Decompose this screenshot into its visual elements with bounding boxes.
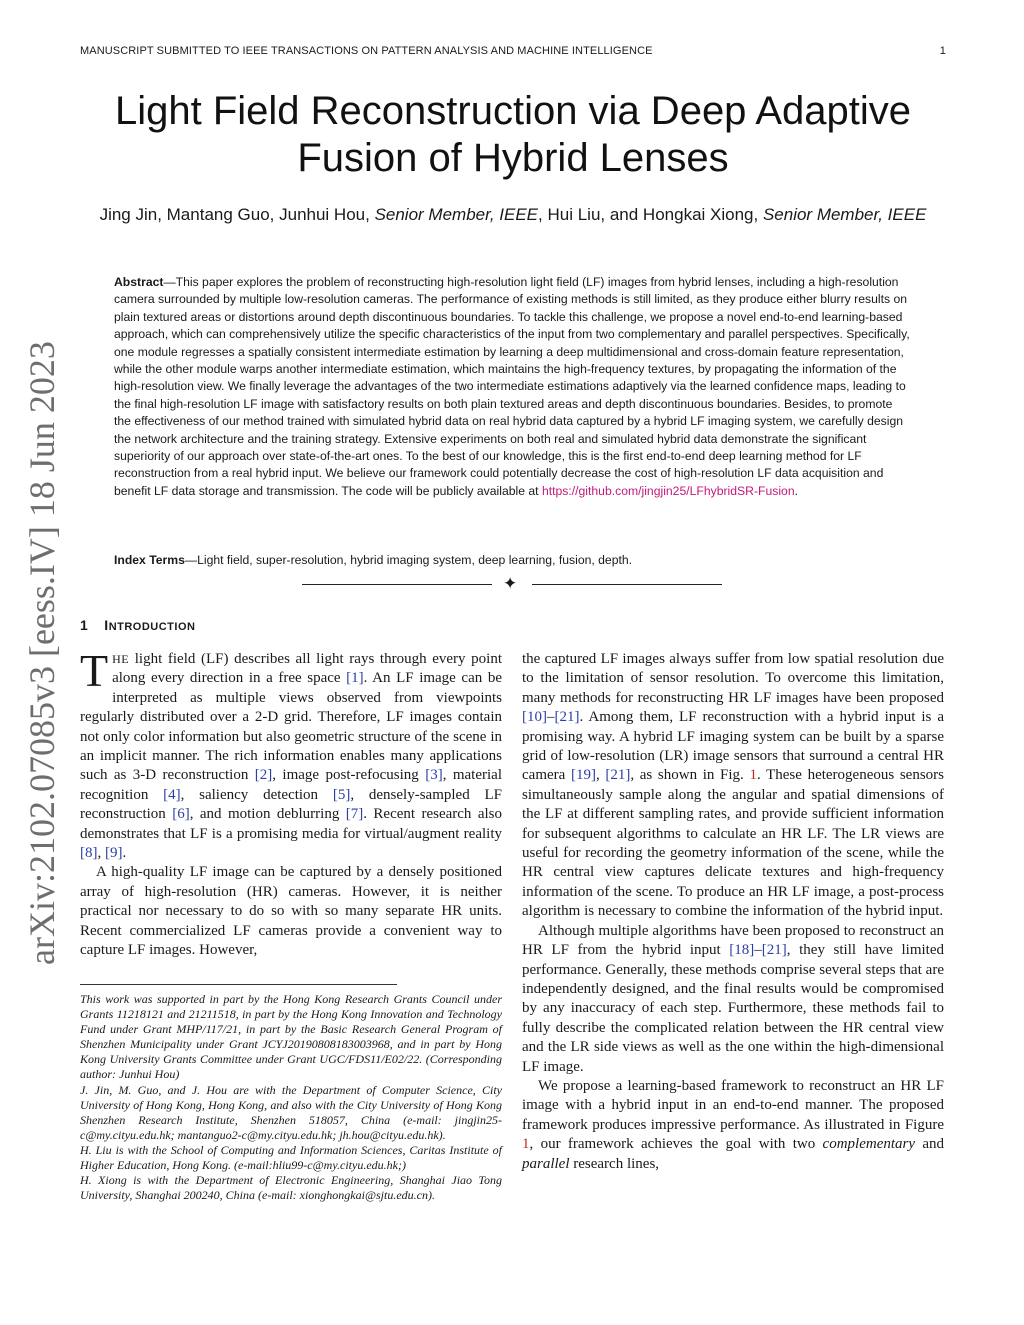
- section-number: 1: [80, 617, 89, 633]
- paragraph: [80, 645, 503, 863]
- text: –: [754, 942, 762, 959]
- text: We propose a learning-based framework to reconstruct an HR LF image with a hybrid input in an end-to-end manner. The proposed framework produces impressive performance. As illustrated in Figure: [522, 1077, 944, 1133]
- author-role-1: Senior Member, IEEE: [374, 205, 539, 224]
- abstract-label: Abstract: [114, 275, 164, 289]
- paper-title: Light Field Reconstruction via Deep Adaptive Fusion of Hybrid Lenses: [114, 89, 911, 180]
- figure-link[interactable]: 1: [749, 767, 757, 784]
- citation-link[interactable]: [2]: [254, 767, 273, 784]
- text: .: [122, 845, 127, 862]
- author-list: [80, 203, 946, 226]
- citation-link[interactable]: [7]: [345, 806, 364, 823]
- footnote-affiliation-1: J. Jin, M. Guo, and J. Hou are with the Department of Computer Science, City University of Hong Kong, Hong Kong, and also with the City University of Hong Kong Shenzhen Research Institute, Shenzhen 518057, China (e-mail: jingjin25-c@my.cityu.edu.hk; mantanguo2-c@my.cityu.edu.hk; jh.hou@cityu.edu.hk).: [80, 1082, 502, 1142]
- citation-link[interactable]: [8]: [80, 845, 98, 862]
- text: . Among them, LF reconstruction with a hybrid input is a promising way. A hybrid LF imaging system can be built by a sparse grid of low-resolution (LR) image sensors that surround a central HR camera: [522, 709, 944, 784]
- citation-link[interactable]: [3]: [425, 767, 443, 784]
- citation-link[interactable]: [1]: [346, 670, 364, 687]
- figure-link[interactable]: 1: [522, 1136, 530, 1153]
- citation-link[interactable]: [18]: [729, 942, 755, 959]
- index-terms-label: Index Terms: [114, 553, 185, 567]
- authors-part-2: , Hui Liu, and Hongkai Xiong,: [538, 205, 763, 224]
- paragraph: [522, 650, 944, 922]
- text: , and motion deblurring: [189, 806, 346, 823]
- page-number: 1: [939, 45, 946, 57]
- section-divider: [302, 574, 722, 594]
- diamond-icon: ✦: [503, 574, 518, 593]
- index-terms-text: —Light field, super-resolution, hybrid imaging system, deep learning, fusion, depth.: [184, 553, 633, 567]
- text: . These heterogeneous sensors simultaneously sample along the angular and spatial dimensions of the LF at different sampling rates, and provide sufficient information for subsequent algorithms to calculate an HR LF. The LR views are useful for recording the geometry information of the scene, while the HR central view captures delicate textures and high-frequency information of the scene. To produce an HR LF image, a post-process algorithm is necessary to combine the information of the hybrid input.: [522, 767, 945, 920]
- divider-line-right: [532, 584, 722, 585]
- footnote-affiliation-3: H. Xiong is with the Department of Electronic Engineering, Shanghai Jiao Tong University, Shanghai 200240, China (e-mail: xionghongkai@sjtu.edu.cn).: [80, 1173, 502, 1203]
- text: , our framework achieves the goal with two: [529, 1136, 823, 1153]
- text: , saliency detection: [180, 786, 333, 803]
- left-column: [80, 645, 503, 961]
- paragraph: [522, 1077, 944, 1174]
- abstract-end: .: [794, 483, 799, 498]
- citation-link[interactable]: [21]: [605, 767, 631, 784]
- text: the captured LF images always suffer from low spatial resolution due to the limitation of sensor resolution. To overcome this limitation, many methods for reconstructing HR LF images have been proposed: [522, 651, 944, 706]
- text: ,: [595, 767, 606, 784]
- author-role-2: Senior Member, IEEE: [762, 205, 927, 224]
- text: . An LF image can be interpreted as multiple views observed from viewpoints regularly distributed over a 2-D grid. Therefore, LF images contain not only color information but also geometric structure of the scene in an implicit manner. The rich information enables many applications such as 3-D reconstruction: [80, 670, 503, 784]
- arxiv-stamp: arXiv:2102.07085v3 [eess.IV] 18 Jun 2023: [22, 341, 62, 965]
- running-header: [80, 45, 946, 57]
- smallcaps-he: HE: [112, 652, 130, 666]
- emphasis: complementary: [822, 1136, 916, 1153]
- code-link[interactable]: https://github.com/jingjin25/LFhybridSR-Fusion: [541, 483, 795, 498]
- paragraph: [522, 922, 944, 1077]
- authors-part-1: Jing Jin, Mantang Guo, Junhui Hou,: [99, 205, 375, 224]
- citation-link[interactable]: [5]: [332, 786, 351, 803]
- text: light field (LF) describes all light rays through every point along every direction in a free space: [112, 651, 502, 687]
- footnote-affiliation-2: H. Liu is with the School of Computing and Information Sciences, Caritas Institute of Higher Education, Hong Kong. (e-mail:hliu99-c@my.cityu.edu.hk;): [80, 1142, 502, 1173]
- drop-cap: T: [80, 645, 109, 696]
- section-title-initial: I: [104, 617, 109, 633]
- emphasis: parallel: [522, 1155, 570, 1172]
- right-column: [522, 650, 944, 1174]
- citation-link[interactable]: [6]: [172, 806, 190, 823]
- text: Although multiple algorithms have been proposed to reconstruct an HR LF from the hybrid input: [522, 922, 944, 959]
- citation-link[interactable]: [4]: [163, 786, 181, 803]
- citation-link[interactable]: [21]: [554, 709, 580, 726]
- text: , as shown in Fig.: [630, 767, 750, 784]
- citation-link[interactable]: [9]: [105, 845, 123, 862]
- text: . Recent research also demonstrates that LF is a promising media for virtual/augment reality: [80, 806, 502, 842]
- section-heading: [80, 617, 195, 633]
- text: –: [547, 709, 555, 726]
- text: , material recognition: [80, 767, 502, 803]
- text: , image post-refocusing: [272, 767, 426, 784]
- abstract-text: —This paper explores the problem of reconstructing high-resolution light field (LF) images from hybrid lenses, including a high-resolution camera surrounded by multiple low-resolution cameras. The performance of existing methods is still limited, as they produce either blurry results on plain textured areas or distortions around depth discontinuous boundaries. To tackle this challenge, we propose a novel end-to-end learning-based approach, which can comprehensively utilize the specific characteristics of the input from two complementary and parallel perspectives. Specifically, one module regresses a spatially consistent intermediate estimation by learning a deep multidimensional and cross-domain feature representation, while the other module warps another intermediate estimation, which maintains the high-frequency textures, by propagating the information of the high-resolution view. We finally leverage the advantages of the two intermediate estimations adaptively via the learned confidence maps, leading to the final high-resolution LF image with satisfactory results on both plain textured areas and depth discontinuous boundaries. Besides, to promote the effectiveness of our method trained with simulated hybrid data on real hybrid data captured by a hybrid LF imaging system, we carefully design the network architecture and the training strategy. Extensive experiments on both real and simulated hybrid data demonstrate the significant superiority of our approach over state-of-the-art ones. To the best of our knowledge, this is the first end-to-end deep learning method for LF reconstruction from a real hybrid input. We believe our framework could potentially decrease the cost of high-resolution LF data acquisition and benefit LF data storage and transmission. The code will be publicly available at: [114, 275, 910, 498]
- text: , densely-sampled LF reconstruction: [80, 786, 502, 823]
- text: , they still have limited performance. Generally, these methods comprise several steps that are independently designed, and the final results would be compromised by any inaccuracy of each step. Furthermore, these methods fail to fully describe the complicated relation between the HR central view and the LR side views as well as the one within the high-dimensional LF image.: [522, 942, 944, 1075]
- paragraph: A high-quality LF image can be captured by a densely positioned array of high-resolution (HR) cameras. However, it is neither practical nor necessary to do so with so many separate HR units. Recent commercialized LF cameras provide a convenient way to capture LF images. However,: [80, 864, 502, 959]
- index-terms: [114, 552, 910, 569]
- running-title: MANUSCRIPT SUBMITTED TO IEEE TRANSACTIONS ON PATTERN ANALYSIS AND MACHINE INTELLIGENCE: [80, 45, 653, 57]
- section-title-rest: NTRODUCTION: [108, 621, 196, 633]
- citation-link[interactable]: [19]: [570, 767, 596, 784]
- divider-line-left: [302, 584, 492, 585]
- text: ,: [97, 845, 105, 862]
- text: research lines,: [569, 1155, 660, 1172]
- footnote-funding: This work was supported in part by the Hong Kong Research Grants Council under Grants 11218121 and 21211518, in part by the Hong Kong Innovation and Technology Fund under Grant MHP/117/21, in part by the Basic Research General Program of Shenzhen Municipality under Grant JCYJ20190808183003968, and in part by Hong Kong University Grants Committee under Grant UGC/FDS11/E02/22. (Corresponding author: Junhui Hou): [80, 992, 502, 1082]
- citation-link[interactable]: [21]: [761, 942, 787, 959]
- footnote-rule: [80, 984, 397, 985]
- footnotes: [80, 992, 502, 1203]
- citation-link[interactable]: [10]: [522, 709, 547, 726]
- abstract: [114, 274, 910, 500]
- text: and: [915, 1136, 944, 1153]
